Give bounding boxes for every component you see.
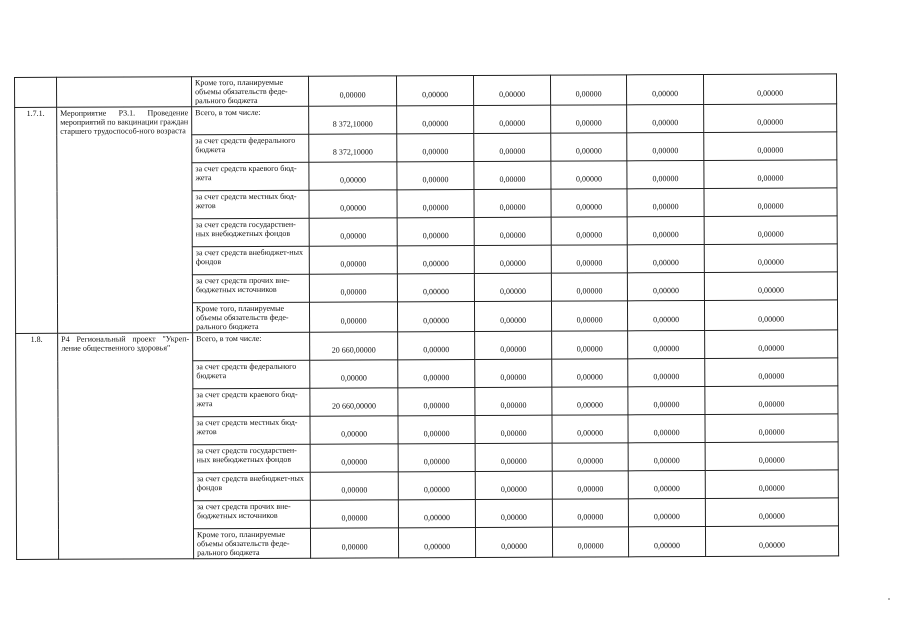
amount-cell: 0,00000	[704, 272, 837, 301]
amount-cell: 0,00000	[703, 74, 836, 105]
amount-cell: 0,00000	[310, 444, 398, 472]
amount-cell: 0,00000	[551, 161, 627, 189]
amount-cell: 0,00000	[704, 132, 837, 161]
amount-cell: 0,00000	[551, 245, 627, 273]
amount-cell: 0,00000	[704, 160, 837, 189]
funding-source-cell: за счет средств государствен-ных внебюджетных фондов	[192, 218, 309, 247]
amount-cell: 0,00000	[474, 301, 551, 331]
amount-cell: 0,00000	[550, 75, 626, 105]
funding-source-cell: Всего, в том числе:	[192, 106, 309, 135]
amount-cell: 0,00000	[628, 470, 705, 498]
amount-cell: 0,00000	[397, 245, 474, 273]
amount-cell: 0,00000	[398, 471, 475, 499]
amount-cell: 0,00000	[398, 331, 475, 359]
item-name-cell: Р4 Региональный проект "Укреп-ление общественного здоровья"	[58, 333, 194, 560]
scan-speck	[888, 598, 890, 600]
funding-source-cell: за счет средств местных бюд-жетов	[193, 416, 310, 445]
item-number-cell: 1.8.	[16, 333, 59, 559]
amount-cell: 0,00000	[310, 360, 398, 388]
amount-cell: 0,00000	[551, 189, 627, 217]
amount-cell: 0,00000	[627, 132, 704, 160]
amount-cell: 0,00000	[398, 499, 475, 527]
amount-cell: 0,00000	[397, 273, 474, 301]
item-name-cell: Мероприятие Р3.1. Проведение мероприятий по вакцинации граждан старшего трудоспособ-ного возраста	[57, 107, 193, 334]
funding-source-cell: за счет средств краевого бюд-жета	[193, 388, 310, 417]
funding-source-cell: Всего, в том числе:	[193, 332, 310, 361]
amount-cell: 0,00000	[398, 443, 475, 471]
amount-cell: 0,00000	[397, 189, 474, 217]
amount-cell: 0,00000	[704, 104, 837, 133]
amount-cell: 0,00000	[397, 301, 474, 331]
amount-cell: 8 372,10000	[309, 106, 397, 134]
amount-cell: 0,00000	[310, 528, 398, 558]
amount-cell: 0,00000	[475, 471, 552, 499]
amount-cell: 0,00000	[552, 331, 628, 359]
amount-cell: 0,00000	[627, 188, 704, 216]
budget-table	[14, 73, 839, 560]
amount-cell: 0,00000	[310, 472, 398, 500]
amount-cell: 0,00000	[627, 300, 704, 330]
amount-cell: 0,00000	[397, 105, 474, 133]
funding-source-cell: за счет средств прочих вне-бюджетных источников	[193, 500, 310, 529]
amount-cell: 0,00000	[628, 414, 705, 442]
amount-cell: 0,00000	[310, 416, 398, 444]
amount-cell: 0,00000	[474, 273, 551, 301]
amount-cell: 0,00000	[552, 387, 628, 415]
amount-cell: 0,00000	[397, 217, 474, 245]
amount-cell: 0,00000	[473, 75, 550, 105]
amount-cell: 0,00000	[310, 500, 398, 528]
amount-cell: 0,00000	[309, 302, 397, 332]
amount-cell: 0,00000	[552, 499, 628, 527]
amount-cell: 0,00000	[552, 471, 628, 499]
amount-cell: 0,00000	[627, 104, 704, 132]
amount-cell: 0,00000	[309, 162, 397, 190]
amount-cell: 0,00000	[475, 359, 552, 387]
amount-cell: 0,00000	[475, 415, 552, 443]
amount-cell: 0,00000	[705, 414, 838, 443]
table-row	[15, 74, 837, 108]
amount-cell: 0,00000	[628, 330, 705, 358]
amount-cell: 0,00000	[627, 160, 704, 188]
amount-cell: 0,00000	[705, 526, 838, 557]
amount-cell: 0,00000	[552, 443, 628, 471]
funding-source-cell: за счет средств федерального бюджета	[192, 134, 309, 163]
amount-cell: 0,00000	[474, 217, 551, 245]
amount-cell: 0,00000	[474, 245, 551, 273]
table-row	[16, 330, 838, 362]
amount-cell: 0,00000	[397, 133, 474, 161]
amount-cell: 0,00000	[552, 415, 628, 443]
amount-cell: 0,00000	[628, 386, 705, 414]
amount-cell: 0,00000	[627, 244, 704, 272]
funding-source-cell: Кроме того, планируемые объемы обязательств феде-рального бюджета	[192, 76, 309, 107]
amount-cell: 0,00000	[475, 387, 552, 415]
amount-cell: 0,00000	[551, 273, 627, 301]
amount-cell: 0,00000	[551, 217, 627, 245]
amount-cell: 0,00000	[475, 499, 552, 527]
amount-cell: 0,00000	[704, 300, 837, 331]
amount-cell: 0,00000	[704, 216, 837, 245]
funding-source-cell: Кроме того, планируемые объемы обязательств феде-рального бюджета	[192, 302, 309, 333]
amount-cell: 0,00000	[475, 443, 552, 471]
amount-cell: 8 372,10000	[309, 134, 397, 162]
amount-cell: 0,00000	[705, 442, 838, 471]
amount-cell: 0,00000	[704, 244, 837, 273]
funding-source-cell: за счет средств государствен-ных внебюджетных фондов	[193, 444, 310, 473]
funding-source-cell: за счет средств внебюджет-ных фондов	[192, 246, 309, 275]
amount-cell: 0,00000	[398, 415, 475, 443]
item-name-cell	[57, 77, 192, 108]
amount-cell: 0,00000	[475, 331, 552, 359]
amount-cell: 0,00000	[309, 246, 397, 274]
funding-source-cell: за счет средств внебюджет-ных фондов	[193, 472, 310, 501]
amount-cell: 0,00000	[626, 74, 703, 104]
amount-cell: 0,00000	[704, 188, 837, 217]
funding-source-cell: за счет средств прочих вне-бюджетных источников	[192, 274, 309, 303]
amount-cell: 0,00000	[398, 359, 475, 387]
amount-cell: 0,00000	[475, 527, 552, 557]
amount-cell: 0,00000	[627, 272, 704, 300]
amount-cell: 0,00000	[308, 76, 396, 106]
amount-cell: 0,00000	[309, 274, 397, 302]
amount-cell: 0,00000	[398, 387, 475, 415]
amount-cell: 20 660,00000	[310, 332, 398, 360]
amount-cell: 20 660,00000	[310, 388, 398, 416]
amount-cell: 0,00000	[705, 330, 838, 359]
funding-source-cell: Кроме того, планируемые объемы обязательств феде-рального бюджета	[193, 528, 310, 559]
amount-cell: 0,00000	[705, 358, 838, 387]
amount-cell: 0,00000	[396, 75, 473, 105]
amount-cell: 0,00000	[551, 133, 627, 161]
amount-cell: 0,00000	[474, 133, 551, 161]
table-row	[15, 104, 837, 136]
funding-source-cell: за счет средств местных бюд-жетов	[192, 190, 309, 219]
amount-cell: 0,00000	[309, 190, 397, 218]
amount-cell: 0,00000	[474, 189, 551, 217]
amount-cell: 0,00000	[705, 470, 838, 499]
amount-cell: 0,00000	[628, 442, 705, 470]
amount-cell: 0,00000	[628, 358, 705, 386]
item-number-cell: 1.7.1.	[15, 107, 58, 333]
amount-cell: 0,00000	[474, 161, 551, 189]
item-number-cell	[15, 77, 57, 107]
amount-cell: 0,00000	[705, 498, 838, 527]
amount-cell: 0,00000	[552, 359, 628, 387]
funding-source-cell: за счет средств краевого бюд-жета	[192, 162, 309, 191]
amount-cell: 0,00000	[628, 498, 705, 526]
amount-cell: 0,00000	[398, 527, 475, 557]
funding-source-cell: за счет средств федерального бюджета	[193, 360, 310, 389]
amount-cell: 0,00000	[627, 216, 704, 244]
amount-cell: 0,00000	[705, 386, 838, 415]
amount-cell: 0,00000	[474, 105, 551, 133]
amount-cell: 0,00000	[397, 161, 474, 189]
amount-cell: 0,00000	[551, 105, 627, 133]
table-body	[15, 74, 839, 560]
amount-cell: 0,00000	[551, 301, 627, 331]
amount-cell: 0,00000	[628, 526, 705, 556]
amount-cell: 0,00000	[552, 527, 628, 557]
amount-cell: 0,00000	[309, 218, 397, 246]
